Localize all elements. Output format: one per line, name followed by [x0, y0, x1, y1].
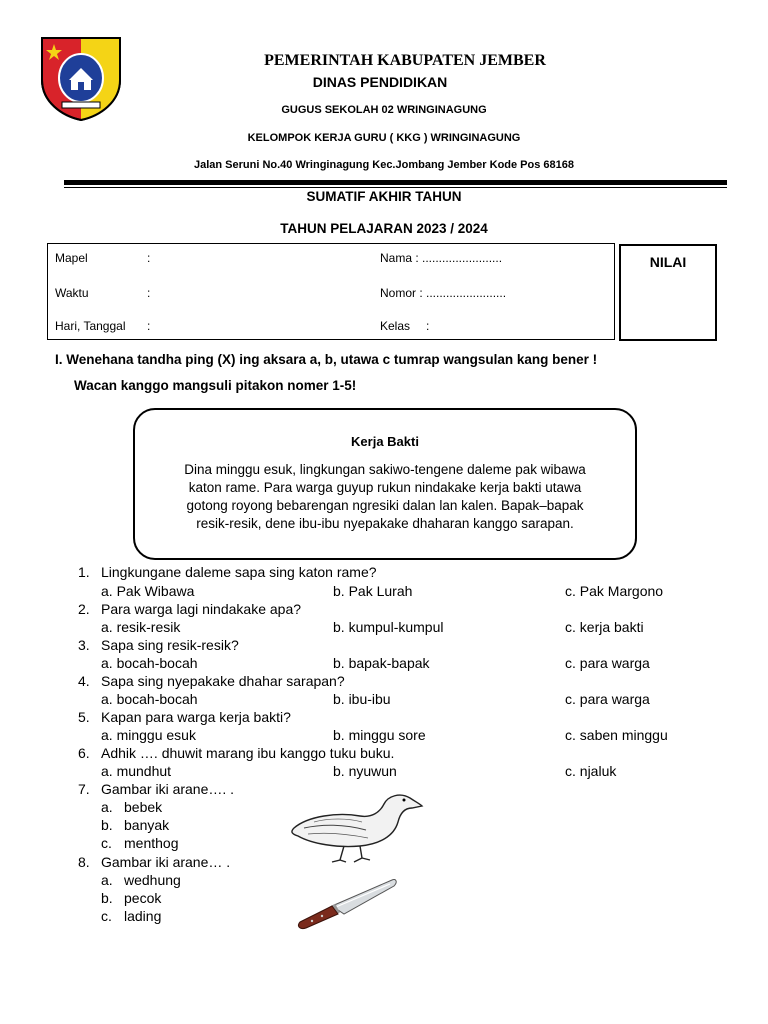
academic-year: TAHUN PELAJARAN 2023 / 2024 [280, 221, 488, 236]
knife-illustration [296, 876, 400, 930]
passage-line: resik-resik, dene ibu-ibu nyepakake dhaharan kanggo sarapan. [196, 516, 574, 531]
option-b[interactable]: banyak [124, 817, 170, 833]
header-divider-thin [64, 187, 727, 188]
option-b[interactable]: b. Pak Lurah [333, 583, 413, 599]
score-label: NILAI [649, 254, 687, 270]
option-c[interactable]: c. kerja bakti [565, 619, 644, 635]
question-text: Sapa sing resik-resik? [101, 637, 239, 653]
option-b[interactable]: pecok [124, 890, 162, 906]
question-number: 2. [78, 601, 90, 617]
passage-title: Kerja Bakti [351, 434, 419, 449]
question-text: Sapa sing nyepakake dhahar sarapan? [101, 673, 345, 689]
option-c[interactable]: c. saben minggu [565, 727, 668, 743]
option-c[interactable]: lading [124, 908, 162, 924]
option-letter: b. [101, 817, 113, 833]
question-number: 6. [78, 745, 90, 761]
question-text: Kapan para warga kerja bakti? [101, 709, 291, 725]
government-title: PEMERINTAH KABUPATEN JEMBER [264, 52, 546, 69]
option-letter: a. [101, 872, 113, 888]
instruction-reading: Wacan kanggo mangsuli pitakon nomer 1-5! [74, 378, 357, 393]
option-letter: b. [101, 890, 113, 906]
option-c[interactable]: c. para warga [565, 655, 650, 671]
label-kelas: Kelas [380, 319, 411, 333]
option-a[interactable]: a. resik-resik [101, 619, 181, 635]
option-c[interactable]: c. njaluk [565, 763, 617, 779]
passage-line: katon rame. Para warga guyup rukun nindakake kerja bakti utawa [188, 480, 582, 495]
duck-illustration [288, 790, 424, 866]
option-c[interactable]: c. para warga [565, 691, 650, 707]
option-a[interactable]: a. mundhut [101, 763, 172, 779]
option-b[interactable]: b. ibu-ibu [333, 691, 391, 707]
reading-passage-box [133, 408, 637, 560]
question-number: 4. [78, 673, 90, 689]
question-number: 8. [78, 854, 90, 870]
field-nomor[interactable]: Nomor : ........................ [380, 286, 507, 300]
question-text: Lingkungane daleme sapa sing katon rame? [101, 564, 377, 580]
option-letter: c. [101, 835, 112, 851]
department-title: DINAS PENDIDIKAN [312, 74, 448, 90]
option-b[interactable]: b. bapak-bapak [333, 655, 430, 671]
label-waktu: Waktu [55, 286, 89, 300]
student-info-box [47, 243, 615, 340]
question-number: 7. [78, 781, 90, 797]
address-line: Jalan Seruni No.40 Wringinagung Kec.Jombang Jember Kode Pos 68168 [193, 159, 574, 171]
option-a[interactable]: a. bocah-bocah [101, 655, 198, 671]
option-b[interactable]: b. nyuwun [333, 763, 397, 779]
option-a[interactable]: a. minggu esuk [101, 727, 196, 743]
question-number: 1. [78, 564, 90, 580]
label-mapel: Mapel [55, 251, 88, 265]
option-letter: c. [101, 908, 112, 924]
score-box [619, 244, 717, 341]
option-a[interactable]: bebek [124, 799, 163, 815]
question-number: 3. [78, 637, 90, 653]
colon-kelas: : [426, 319, 430, 333]
passage-line: gotong royong bebarengan ngresiki dalan lan kalen. Bapak–bapak [186, 498, 584, 513]
passage-body [151, 461, 619, 533]
option-letter: a. [101, 799, 113, 815]
option-c[interactable]: c. Pak Margono [565, 583, 664, 599]
option-b[interactable]: b. kumpul-kumpul [333, 619, 444, 635]
colon-hari: : [147, 319, 151, 333]
question-text: Adhik …. dhuwit marang ibu kanggo tuku buku. [101, 745, 395, 761]
colon-mapel: : [147, 251, 151, 265]
option-c[interactable]: menthog [124, 835, 179, 851]
question-text: Para warga lagi nindakake apa? [101, 601, 302, 617]
option-b[interactable]: b. minggu sore [333, 727, 426, 743]
question-text: Gambar iki arane… . [101, 854, 231, 870]
option-a[interactable]: a. bocah-bocah [101, 691, 198, 707]
colon-waktu: : [147, 286, 151, 300]
label-hari-tanggal: Hari, Tanggal [55, 319, 126, 333]
field-nama[interactable]: Nama : ........................ [380, 251, 503, 265]
option-a[interactable]: wedhung [124, 872, 181, 888]
header-divider [64, 180, 727, 185]
passage-line: Dina minggu esuk, lingkungan sakiwo-tengene daleme pak wibawa [184, 462, 586, 477]
question-text: Gambar iki arane…. . [101, 781, 235, 797]
exam-title: SUMATIF AKHIR TAHUN [306, 189, 462, 204]
instruction-main: I. Wenehana tandha ping (X) ing aksara a, b, utawa c tumrap wangsulan kang bener ! [55, 352, 598, 367]
option-a[interactable]: a. Pak Wibawa [101, 583, 195, 599]
kkg-line: KELOMPOK KERJA GURU ( KKG ) WRINGINAGUNG [247, 132, 521, 144]
question-number: 5. [78, 709, 90, 725]
cluster-line: GUGUS SEKOLAH 02 WRINGINAGUNG [281, 104, 487, 116]
